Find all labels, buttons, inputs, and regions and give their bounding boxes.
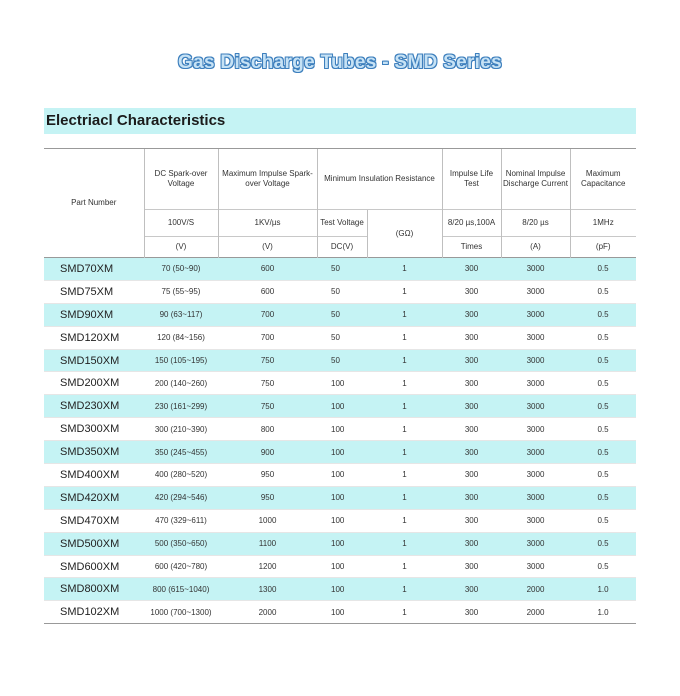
cell-discharge-current: 3000	[501, 395, 570, 418]
cell-resistance: 1	[367, 464, 442, 487]
cell-test-voltage: 100	[317, 395, 367, 418]
cell-resistance: 1	[367, 601, 442, 624]
cell-capacitance: 1.0	[570, 601, 636, 624]
cell-max-impulse: 950	[218, 486, 317, 509]
header-dc-unit: (V)	[144, 237, 218, 258]
header-impulse-life: Impulse Life Test	[442, 149, 501, 210]
table-row	[44, 418, 636, 441]
header-cap-condition: 1MHz	[570, 210, 636, 237]
cell-dc-spark: 230 (161~299)	[144, 395, 218, 418]
cell-discharge-current: 3000	[501, 258, 570, 281]
cell-capacitance: 1.0	[570, 578, 636, 601]
cell-impulse-life: 300	[442, 555, 501, 578]
cell-capacitance: 0.5	[570, 395, 636, 418]
table-row	[44, 555, 636, 578]
cell-resistance: 1	[367, 578, 442, 601]
header-part-number: Part Number	[44, 149, 144, 258]
cell-impulse-life: 300	[442, 372, 501, 395]
cell-part-number: SMD800XM	[44, 578, 144, 601]
cell-max-impulse: 750	[218, 349, 317, 372]
cell-max-impulse: 600	[218, 258, 317, 281]
cell-max-impulse: 950	[218, 464, 317, 487]
cell-capacitance: 0.5	[570, 258, 636, 281]
header-test-voltage: Test Voltage	[317, 210, 367, 237]
cell-capacitance: 0.5	[570, 418, 636, 441]
cell-max-impulse: 700	[218, 326, 317, 349]
cell-impulse-life: 300	[442, 349, 501, 372]
table-row	[44, 280, 636, 303]
cell-test-voltage: 50	[317, 280, 367, 303]
table-row	[44, 303, 636, 326]
table-row	[44, 578, 636, 601]
table-row	[44, 258, 636, 281]
cell-dc-spark: 300 (210~390)	[144, 418, 218, 441]
cell-part-number: SMD70XM	[44, 258, 144, 281]
table-row	[44, 486, 636, 509]
cell-capacitance: 0.5	[570, 509, 636, 532]
cell-impulse-life: 300	[442, 601, 501, 624]
cell-part-number: SMD150XM	[44, 349, 144, 372]
cell-test-voltage: 100	[317, 418, 367, 441]
cell-max-impulse: 800	[218, 418, 317, 441]
cell-max-impulse: 1000	[218, 509, 317, 532]
cell-dc-spark: 600 (420~780)	[144, 555, 218, 578]
cell-dc-spark: 75 (55~95)	[144, 280, 218, 303]
cell-discharge-current: 3000	[501, 509, 570, 532]
cell-resistance: 1	[367, 555, 442, 578]
cell-capacitance: 0.5	[570, 555, 636, 578]
cell-resistance: 1	[367, 486, 442, 509]
cell-part-number: SMD350XM	[44, 441, 144, 464]
header-nominal-impulse: Nominal Impulse Discharge Current	[501, 149, 570, 210]
header-life-unit: Times	[442, 237, 501, 258]
cell-part-number: SMD120XM	[44, 326, 144, 349]
cell-part-number: SMD75XM	[44, 280, 144, 303]
cell-dc-spark: 150 (105~195)	[144, 349, 218, 372]
cell-resistance: 1	[367, 395, 442, 418]
cell-dc-spark: 350 (245~455)	[144, 441, 218, 464]
cell-resistance: 1	[367, 258, 442, 281]
table-row	[44, 509, 636, 532]
table-row	[44, 326, 636, 349]
cell-test-voltage: 100	[317, 578, 367, 601]
cell-impulse-life: 300	[442, 280, 501, 303]
cell-test-voltage: 100	[317, 555, 367, 578]
cell-max-impulse: 750	[218, 372, 317, 395]
cell-dc-spark: 1000 (700~1300)	[144, 601, 218, 624]
cell-dc-spark: 800 (615~1040)	[144, 578, 218, 601]
cell-resistance: 1	[367, 532, 442, 555]
table-header	[44, 149, 636, 258]
cell-max-impulse: 700	[218, 303, 317, 326]
cell-capacitance: 0.5	[570, 303, 636, 326]
header-discharge-condition: 8/20 µs	[501, 210, 570, 237]
cell-dc-spark: 200 (140~260)	[144, 372, 218, 395]
cell-part-number: SMD300XM	[44, 418, 144, 441]
cell-discharge-current: 3000	[501, 464, 570, 487]
header-min-insulation: Minimum Insulation Resistance	[317, 149, 442, 210]
cell-test-voltage: 50	[317, 349, 367, 372]
header-test-unit: DC(V)	[317, 237, 367, 258]
table-row	[44, 349, 636, 372]
cell-discharge-current: 3000	[501, 418, 570, 441]
cell-max-impulse: 1100	[218, 532, 317, 555]
cell-impulse-life: 300	[442, 418, 501, 441]
cell-part-number: SMD90XM	[44, 303, 144, 326]
header-dc-condition: 100V/S	[144, 210, 218, 237]
cell-dc-spark: 120 (84~156)	[144, 326, 218, 349]
cell-resistance: 1	[367, 441, 442, 464]
cell-dc-spark: 90 (63~117)	[144, 303, 218, 326]
characteristics-table	[44, 148, 636, 624]
cell-discharge-current: 3000	[501, 349, 570, 372]
table-row	[44, 441, 636, 464]
cell-discharge-current: 3000	[501, 372, 570, 395]
cell-dc-spark: 470 (329~611)	[144, 509, 218, 532]
cell-resistance: 1	[367, 509, 442, 532]
table-row	[44, 532, 636, 555]
cell-max-impulse: 750	[218, 395, 317, 418]
cell-capacitance: 0.5	[570, 326, 636, 349]
cell-part-number: SMD470XM	[44, 509, 144, 532]
section-header	[44, 108, 636, 134]
cell-capacitance: 0.5	[570, 532, 636, 555]
page-title: Gas Discharge Tubes - SMD Series	[178, 52, 502, 73]
table-row	[44, 601, 636, 624]
cell-impulse-life: 300	[442, 509, 501, 532]
cell-discharge-current: 3000	[501, 555, 570, 578]
cell-part-number: SMD102XM	[44, 601, 144, 624]
cell-discharge-current: 3000	[501, 280, 570, 303]
header-impulse-condition: 1KV/µs	[218, 210, 317, 237]
cell-test-voltage: 50	[317, 303, 367, 326]
table-row	[44, 464, 636, 487]
section-title: Electriacl Characteristics	[46, 112, 226, 129]
cell-test-voltage: 100	[317, 441, 367, 464]
cell-max-impulse: 900	[218, 441, 317, 464]
header-resistance-unit: (GΩ)	[367, 210, 442, 258]
cell-discharge-current: 2000	[501, 601, 570, 624]
cell-resistance: 1	[367, 349, 442, 372]
cell-test-voltage: 100	[317, 372, 367, 395]
header-max-capacitance: Maximum Capacitance	[570, 149, 636, 210]
cell-part-number: SMD230XM	[44, 395, 144, 418]
cell-impulse-life: 300	[442, 395, 501, 418]
cell-impulse-life: 300	[442, 441, 501, 464]
cell-resistance: 1	[367, 280, 442, 303]
cell-impulse-life: 300	[442, 258, 501, 281]
cell-dc-spark: 400 (280~520)	[144, 464, 218, 487]
cell-impulse-life: 300	[442, 578, 501, 601]
cell-test-voltage: 100	[317, 532, 367, 555]
header-max-impulse: Maximum Impulse Spark-over Voltage	[218, 149, 317, 210]
cell-discharge-current: 3000	[501, 441, 570, 464]
header-cap-unit: (pF)	[570, 237, 636, 258]
cell-part-number: SMD500XM	[44, 532, 144, 555]
cell-max-impulse: 1300	[218, 578, 317, 601]
header-dc-spark: DC Spark-over Voltage	[144, 149, 218, 210]
cell-capacitance: 0.5	[570, 441, 636, 464]
cell-max-impulse: 1200	[218, 555, 317, 578]
cell-resistance: 1	[367, 303, 442, 326]
table-row	[44, 372, 636, 395]
table-row	[44, 395, 636, 418]
cell-capacitance: 0.5	[570, 349, 636, 372]
cell-resistance: 1	[367, 418, 442, 441]
cell-test-voltage: 50	[317, 258, 367, 281]
cell-impulse-life: 300	[442, 303, 501, 326]
cell-test-voltage: 100	[317, 464, 367, 487]
cell-test-voltage: 50	[317, 326, 367, 349]
cell-part-number: SMD420XM	[44, 486, 144, 509]
cell-max-impulse: 600	[218, 280, 317, 303]
cell-discharge-current: 3000	[501, 303, 570, 326]
header-impulse-unit: (V)	[218, 237, 317, 258]
cell-impulse-life: 300	[442, 464, 501, 487]
cell-discharge-current: 3000	[501, 486, 570, 509]
cell-resistance: 1	[367, 372, 442, 395]
cell-impulse-life: 300	[442, 532, 501, 555]
table-body	[44, 258, 636, 624]
cell-discharge-current: 3000	[501, 532, 570, 555]
cell-test-voltage: 100	[317, 509, 367, 532]
cell-capacitance: 0.5	[570, 280, 636, 303]
cell-part-number: SMD600XM	[44, 555, 144, 578]
cell-test-voltage: 100	[317, 601, 367, 624]
cell-part-number: SMD200XM	[44, 372, 144, 395]
cell-part-number: SMD400XM	[44, 464, 144, 487]
cell-capacitance: 0.5	[570, 372, 636, 395]
cell-capacitance: 0.5	[570, 486, 636, 509]
header-life-condition: 8/20 µs,100A	[442, 210, 501, 237]
cell-impulse-life: 300	[442, 486, 501, 509]
cell-capacitance: 0.5	[570, 464, 636, 487]
cell-resistance: 1	[367, 326, 442, 349]
cell-test-voltage: 100	[317, 486, 367, 509]
cell-dc-spark: 70 (50~90)	[144, 258, 218, 281]
cell-max-impulse: 2000	[218, 601, 317, 624]
cell-impulse-life: 300	[442, 326, 501, 349]
cell-dc-spark: 500 (350~650)	[144, 532, 218, 555]
cell-discharge-current: 3000	[501, 326, 570, 349]
cell-discharge-current: 2000	[501, 578, 570, 601]
cell-dc-spark: 420 (294~546)	[144, 486, 218, 509]
header-discharge-unit: (A)	[501, 237, 570, 258]
